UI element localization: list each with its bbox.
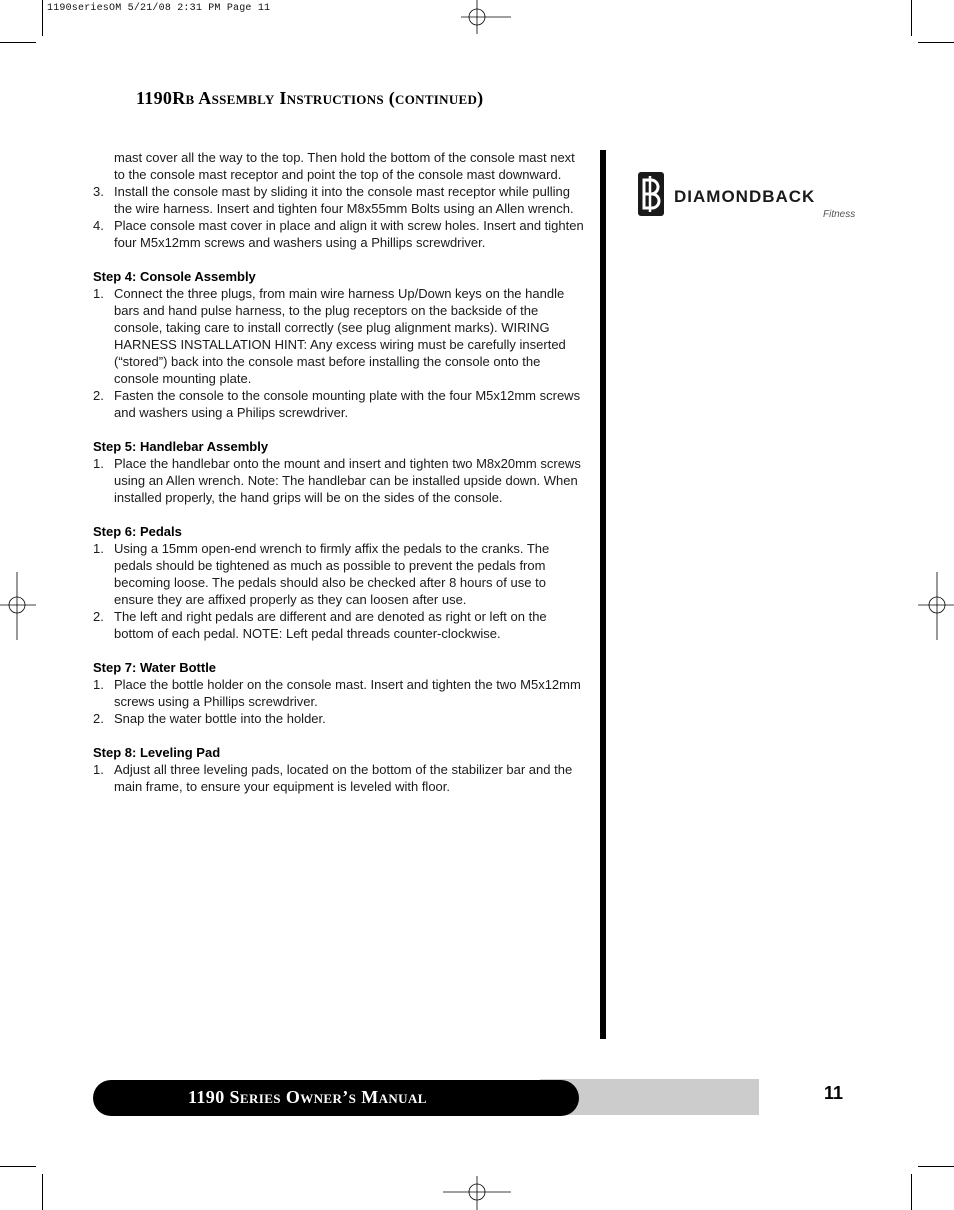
list-item-number: 1. xyxy=(93,286,104,301)
list-item-number: 1. xyxy=(93,677,104,692)
step-5-handlebar-assembly xyxy=(93,438,585,506)
list-item-text: Snap the water bottle into the holder. xyxy=(114,711,326,726)
page-number: 11 xyxy=(824,1083,844,1103)
list-item xyxy=(93,387,585,421)
step-list xyxy=(93,676,585,727)
step-7-water-bottle xyxy=(93,659,585,727)
list-item-number: 1. xyxy=(93,456,104,471)
list-item xyxy=(93,710,585,727)
crop-mark-top-right-h xyxy=(918,42,954,43)
continuation-text: mast cover all the way to the top. Then hold the bottom of the console mast next to the console mast receptor and point the top of the console mast downward. xyxy=(114,150,575,182)
registration-mark-bottom xyxy=(443,1176,511,1210)
crop-mark-bottom-right-h xyxy=(918,1166,954,1167)
list-item-number: 2. xyxy=(93,711,104,726)
logo-wordmark: DIAMONDBACK xyxy=(674,187,816,206)
step-list xyxy=(93,761,585,795)
step-heading: Step 4: Console Assembly xyxy=(93,269,256,284)
step-8-leveling-pad xyxy=(93,744,585,795)
list-item xyxy=(93,676,585,710)
list-item-text: Adjust all three leveling pads, located on the bottom of the stabilizer bar and the main frame, to ensure your equipment is leveled with floor. xyxy=(114,762,573,794)
list-item-number: 2. xyxy=(93,609,104,624)
footer-band xyxy=(93,1080,579,1116)
logo-subtitle: Fitness xyxy=(823,209,856,220)
crop-mark-bottom-left-h xyxy=(0,1166,36,1167)
instructions-body xyxy=(93,149,585,795)
crop-mark-bottom-right-v xyxy=(911,1174,912,1210)
list-item xyxy=(93,540,585,608)
step-heading: Step 8: Leveling Pad xyxy=(93,745,221,760)
list-item-text: Connect the three plugs, from main wire harness Up/Down keys on the handle bars and hand pulse harness, to the plug receptors on the backside of the console, taking care to install correctly (see plug alignment marks). WIRING HARNESS INSTALLATION HINT: Any excess wiring must be carefully inserted (“stored”) back into the console mast before installing the console onto the console mounting plate. xyxy=(114,286,566,386)
list-item-number: 4. xyxy=(93,218,104,233)
step-list xyxy=(93,285,585,421)
list-item-number: 1. xyxy=(93,541,104,556)
list-item-number: 2. xyxy=(93,388,104,403)
registration-mark-right xyxy=(918,572,954,640)
list-item xyxy=(93,285,585,387)
page-title: 1190Rb Assembly Instructions (continued) xyxy=(136,88,484,108)
diamondback-logo xyxy=(638,170,860,222)
list-item-text: Using a 15mm open-end wrench to firmly affix the pedals to the cranks. The pedals should be tightened as much as possible to prevent the pedals from becoming loose. The pedals should also be checked after 8 hours of use to ensure they are affixed properly as they can loosen after use. xyxy=(114,541,550,607)
step-heading: Step 6: Pedals xyxy=(93,524,182,539)
step-list xyxy=(93,455,585,506)
list-item xyxy=(93,608,585,642)
list-item xyxy=(93,217,585,251)
registration-mark-top xyxy=(461,0,511,34)
list-item-text: Place the bottle holder on the console mast. Insert and tighten the two M5x12mm screws using a Phillips screwdriver. xyxy=(114,677,581,709)
crop-mark-top-left-h xyxy=(0,42,36,43)
list-item-number: 1. xyxy=(93,762,104,777)
list-item-text: Place the handlebar onto the mount and insert and tighten two M8x20mm screws using an Allen wrench. Note: The handlebar can be installed upside down. When installed properly, the hand grips will be on the sides of the console. xyxy=(114,456,581,505)
step-6-pedals xyxy=(93,523,585,642)
step-heading: Step 7: Water Bottle xyxy=(93,660,217,675)
diamondback-db-icon xyxy=(638,172,664,216)
list-item-text: The left and right pedals are different and are denoted as right or left on the bottom of each pedal. NOTE: Left pedal threads counter-clockwise. xyxy=(114,609,547,641)
footer-manual-title: 1190 Series Owner’s Manual xyxy=(188,1087,427,1107)
list-item-number: 3. xyxy=(93,184,104,199)
list-item xyxy=(93,761,585,795)
crop-mark-top-left-v xyxy=(42,0,43,36)
vertical-rule xyxy=(600,150,606,1039)
print-header: 1190seriesOM 5/21/08 2:31 PM Page 11 xyxy=(47,3,271,14)
list-item xyxy=(93,455,585,506)
intro-list xyxy=(93,183,585,251)
list-item xyxy=(93,183,585,217)
list-item-text: Place console mast cover in place and align it with screw holes. Insert and tighten four M5x12mm screws and washers using a Phillips screwdriver. xyxy=(114,218,584,250)
step-4-console-assembly xyxy=(93,268,585,421)
step-heading: Step 5: Handlebar Assembly xyxy=(93,439,269,454)
registration-mark-left xyxy=(0,572,36,640)
crop-mark-top-right-v xyxy=(911,0,912,36)
step-list xyxy=(93,540,585,642)
list-item-text: Fasten the console to the console mounting plate with the four M5x12mm screws and washers using a Philips screwdriver. xyxy=(114,388,581,420)
crop-mark-bottom-left-v xyxy=(42,1174,43,1210)
list-item-text: Install the console mast by sliding it into the console mast receptor while pulling the wire harness. Insert and tighten four M8x55mm Bolts using an Allen wrench. xyxy=(114,184,574,216)
